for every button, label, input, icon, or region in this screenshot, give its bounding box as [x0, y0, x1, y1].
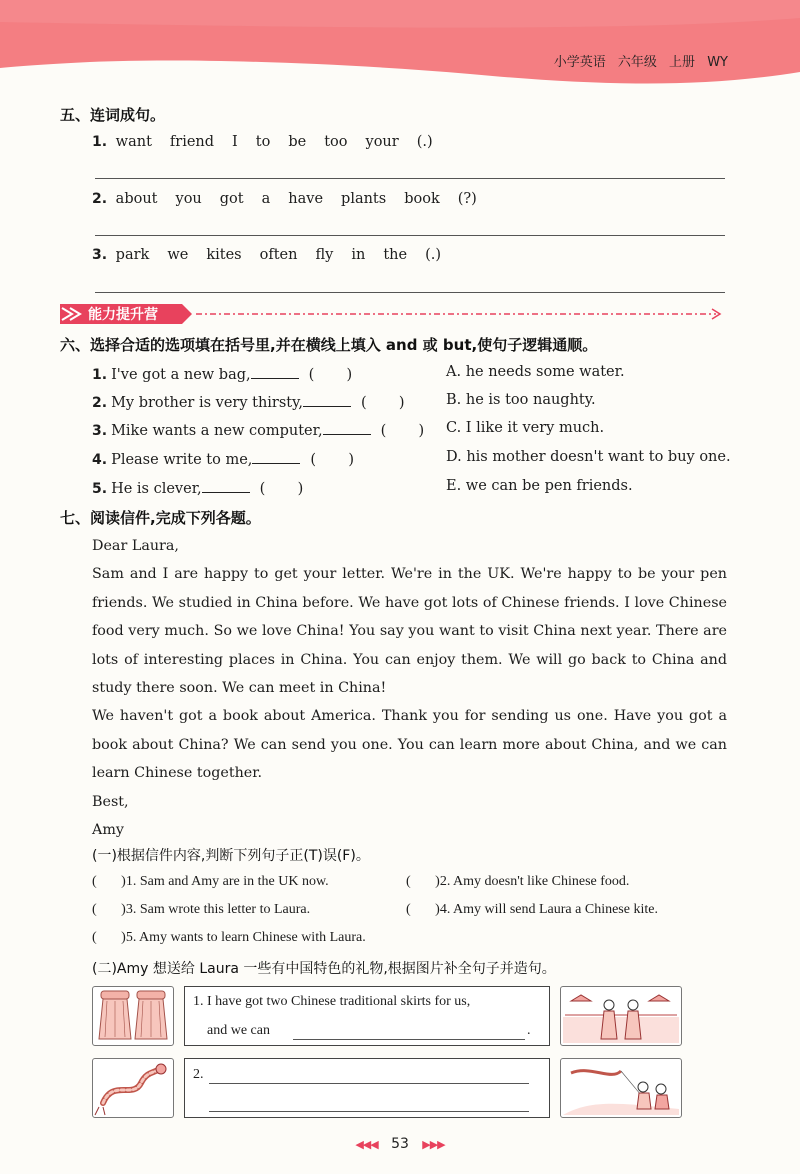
ability-badge-banner: [56, 302, 736, 326]
answer-line-3[interactable]: [95, 292, 725, 293]
box1-line2: and we can: [207, 1023, 270, 1038]
skirts-picture: [92, 986, 174, 1046]
s5-question-2: 2. about you got a have plants book (?): [92, 191, 477, 207]
s6-item-2: 2. My brother is very thirsty, ( ): [92, 392, 405, 411]
letter-signature: Amy: [92, 822, 124, 839]
blank-line[interactable]: [202, 478, 250, 493]
tf-item-1: ( )1. Sam and Amy are in the UK now.: [92, 874, 329, 889]
tf-item-5: ( )5. Amy wants to learn Chinese with Laura.: [92, 930, 366, 945]
letter-paragraph-1: Sam and I are happy to get your letter. We're in the UK. We're happy to be your pen friends. We studied in China before. We have got lots of Chinese friends. I love Chinese food very much. So we love China! You say you want to visit China next year. There are lots of interesting places in China. You can enjoy them. We will go back to China and study there soon. We can meet in China!: [92, 566, 727, 697]
answer-line-1[interactable]: [95, 178, 725, 179]
answer-box-2: [184, 1058, 550, 1118]
header-text: 小学英语 六年级 上册 WY: [553, 55, 728, 70]
girls-in-skirts-picture: [560, 986, 682, 1046]
s5-question-1: 1. want friend I to be too your (.): [92, 134, 433, 150]
blank-line[interactable]: [323, 420, 371, 435]
letter-closing: Best,: [92, 793, 129, 810]
box1-line1: 1. I have got two Chinese traditional skirts for us,: [193, 994, 471, 1009]
page-number: 53: [391, 1136, 409, 1152]
blank-line[interactable]: [251, 364, 299, 379]
s6-item-4: 4. Please write to me, ( ): [92, 449, 354, 468]
box2-answer-line-2[interactable]: [209, 1111, 529, 1112]
section5-title: 五、连词成句。: [60, 106, 166, 124]
tf-item-4: ( )4. Amy will send Laura a Chinese kite.: [406, 902, 658, 917]
box1-answer-line[interactable]: [293, 1039, 525, 1040]
s6-option-e: E. we can be pen friends.: [446, 478, 633, 494]
s5-question-3: 3. park we kites often fly in the (.): [92, 247, 441, 263]
badge-label: 能力提升营: [88, 307, 158, 323]
page-footer: [0, 1136, 800, 1152]
part1-title: (一)根据信件内容,判断下列句子正(T)误(F)。: [92, 848, 370, 864]
people-scene-icon: [561, 987, 681, 1045]
letter: [92, 532, 727, 844]
flying-kite-picture: [560, 1058, 682, 1118]
header-band: [0, 0, 800, 90]
skirt-icon: [93, 987, 173, 1045]
s6-option-d: D. his mother doesn't want to buy one.: [446, 449, 731, 465]
answer-box-1: [184, 986, 550, 1046]
s6-item-3: 3. Mike wants a new computer, ( ): [92, 420, 424, 439]
s6-item-1: 1. I've got a new bag, ( ): [92, 364, 352, 383]
dragon-kite-picture: [92, 1058, 174, 1118]
tf-item-3: ( )3. Sam wrote this letter to Laura.: [92, 902, 311, 917]
section6-title: 六、选择合适的选项填在括号里,并在横线上填入 and 或 but,使句子逻辑通顺。: [60, 336, 598, 354]
box2-answer-line-1[interactable]: [209, 1083, 529, 1084]
answer-line-2[interactable]: [95, 235, 725, 236]
blank-line[interactable]: [303, 392, 351, 407]
part2-title: (二)Amy 想送给 Laura 一些有中国特色的礼物,根据图片补全句子并造句。: [92, 961, 556, 977]
blank-line[interactable]: [252, 449, 300, 464]
s6-option-c: C. I like it very much.: [446, 420, 605, 436]
letter-greeting: Dear Laura,: [92, 538, 179, 554]
tf-item-2: ( )2. Amy doesn't like Chinese food.: [406, 874, 630, 889]
right-arrows-icon: ▶▶▶: [422, 1138, 445, 1151]
box2-num: 2.: [193, 1067, 204, 1082]
s6-item-5: 5. He is clever, ( ): [92, 478, 303, 497]
flying-kite-scene-icon: [561, 1059, 681, 1117]
letter-paragraph-2: We haven't got a book about America. Thank you for sending us one. Have you got a book about China? We can send you one. You can learn more about China, and we can learn Chinese together.: [92, 708, 727, 782]
s6-option-b: B. he is too naughty.: [446, 392, 596, 408]
box1-period: .: [527, 1023, 531, 1038]
s6-option-a: A. he needs some water.: [446, 364, 625, 380]
left-arrows-icon: ◀◀◀: [355, 1138, 378, 1151]
kite-icon: [93, 1059, 173, 1117]
section7-title: 七、阅读信件,完成下列各题。: [60, 509, 261, 527]
